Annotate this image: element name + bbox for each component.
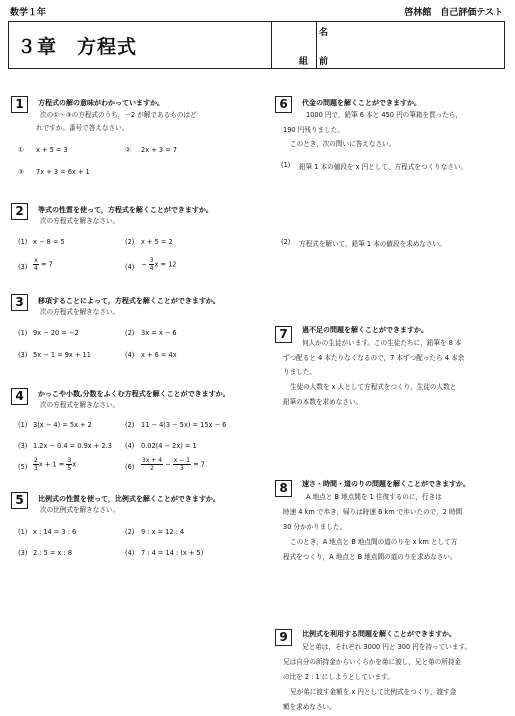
chapter-title: ３章 方程式 (17, 36, 138, 58)
instruction: 次の比例式を解きなさい。 (40, 506, 120, 514)
item-number: (2) (125, 421, 135, 429)
title-box (8, 21, 505, 69)
question-heading: 方程式の解の意味がわかっていますか。 (38, 99, 164, 107)
equation-rest: x = 12 (154, 260, 177, 269)
question-heading: 過不足の問題を解くことができますか。 (302, 326, 428, 334)
equation: 3x = x − 6 (141, 329, 177, 337)
equation: x : 14 = 3 : 6 (33, 528, 77, 536)
equation: 7 : 4 = 14 : (x + 5) (141, 549, 204, 557)
problem-text: 1000 円で，鉛筆 6 本と 450 円の筆箱を買ったら， (306, 111, 463, 119)
question-heading: 代金の問題を解くことができますか。 (302, 99, 421, 107)
question-number: 4 (11, 388, 28, 405)
question-heading: 移項することによって，方程式を解くことができますか。 (38, 297, 220, 305)
item-number: (3) (18, 442, 28, 450)
instruction: 次の方程式を解きなさい。 (40, 401, 120, 409)
fraction-denominator: 3 (179, 465, 184, 472)
item-number: (3) (18, 351, 28, 359)
minus-sign: − (141, 260, 147, 269)
fraction-denominator: 5 (67, 465, 72, 472)
problem-text: 何人かの生徒がいます。この生徒たちに，鉛筆を 8 本 (302, 339, 462, 347)
question-heading: 比例式の性質を使って，比例式を解くことができますか。 (38, 495, 220, 503)
item-number: (2) (281, 238, 291, 246)
problem-text: 鉛筆の本数を求めなさい。 (283, 398, 363, 406)
equation: 2 : 5 = x : 8 (33, 549, 73, 557)
instruction: 次の方程式を解きなさい。 (40, 217, 120, 225)
equation-end: = 7 (193, 460, 205, 469)
problem-text: 兄と弟は，それぞれ 3000 円と 300 円を持っています。 (302, 643, 472, 651)
fraction-numerator: x (34, 257, 38, 264)
question-number: 8 (275, 480, 292, 497)
question-heading: 比例式を利用する問題を解くことができますか。 (302, 630, 456, 638)
equation: x + 6 = 4x (141, 351, 177, 359)
fraction-denominator: 4 (34, 265, 38, 272)
equation: 7x + 3 = 6x + 1 (36, 168, 90, 176)
question-number: 6 (275, 96, 292, 113)
equation: 2x + 3 = 7 (141, 146, 177, 154)
item-number: (1) (18, 238, 28, 246)
fraction-denominator: 2 (150, 465, 154, 472)
fraction-numerator: 2 (34, 457, 38, 464)
fraction-numerator: 3x + 4 (142, 457, 163, 464)
instruction: 次の①～③の方程式のうち，－2 が解であるものはど (40, 111, 197, 119)
equation-middle: x + 1 = (38, 460, 65, 469)
equation: 11 − 4(3 − 5x) = 15x − 6 (141, 421, 227, 429)
item-number: ① (18, 146, 24, 154)
instruction: れですか。番号で答えなさい。 (36, 124, 129, 132)
item-number: (3) (18, 549, 28, 557)
item-number: (5) (18, 463, 28, 471)
equation (33, 457, 76, 472)
equation: x − 8 = 5 (33, 238, 65, 246)
equation: 9 : x = 12 : 4 (141, 528, 185, 536)
item-number: ③ (18, 168, 24, 176)
problem-text: このとき，A 地点と B 地点間の道のりを x km として方 (290, 538, 458, 546)
subject-label: 数学１年 (10, 8, 47, 18)
equation: 0.02(4 − 2x) = 1 (141, 442, 197, 450)
item-number: (2) (125, 329, 135, 337)
problem-text: 兄は自分の所持金からいくらかを弟に渡し，兄と弟の所持金 (283, 658, 462, 666)
item-number: (4) (125, 549, 135, 557)
question-number: 5 (11, 492, 28, 509)
item-number: (1) (281, 161, 291, 169)
divider (316, 22, 317, 68)
item-number: (3) (18, 263, 28, 271)
item-number: ② (125, 146, 131, 154)
fraction-denominator: 4 (149, 265, 154, 272)
problem-text: 兄が弟に渡す金額を x 円として比例式をつくり，渡す金 (290, 688, 457, 696)
divider (271, 22, 272, 68)
item-number: (2) (125, 238, 135, 246)
item-number: (4) (125, 263, 135, 271)
subquestion: 鉛筆 1 本の値段を x 円として，方程式をつくりなさい。 (299, 163, 468, 171)
equation (141, 257, 176, 272)
item-number: (1) (18, 528, 28, 536)
question-number: 3 (11, 294, 28, 311)
equation (33, 257, 53, 272)
item-number: (2) (125, 528, 135, 536)
publisher-label: 啓林館 自己評価テスト (404, 8, 503, 18)
problem-text: ずつ配ると 4 本たりなくなるので，7 本ずつ配ったら 4 本余 (283, 354, 465, 362)
item-number: (1) (18, 421, 28, 429)
name-label-bottom: 前 (319, 57, 329, 67)
equation-rest: = 7 (40, 260, 53, 269)
class-label: 組 (299, 57, 309, 67)
item-number: (6) (125, 463, 135, 471)
problem-text: 程式をつくり，A 地点と B 地点間の道のりを求めなさい。 (283, 553, 457, 561)
problem-text: 190 円残りました。 (283, 126, 344, 134)
question-heading: かっこや小数,分数をふくむ方程式を解くことができますか。 (38, 390, 230, 398)
question-heading: 速さ・時間・道のりの問題を解くことができますか。 (302, 480, 470, 488)
question-number: 1 (11, 96, 28, 113)
problem-text: の比を 2 : 1 にしようとしています。 (283, 673, 394, 681)
item-number: (4) (125, 351, 135, 359)
fraction-denominator: 3 (34, 465, 38, 472)
problem-text: 時速 4 km で歩き，帰りは時速 6 km で歩いたので，2 時間 (283, 508, 463, 516)
problem-text: 生徒の人数を x 人として方程式をつくり，生徒の人数と (290, 383, 457, 391)
problem-text: 30 分かかりました。 (283, 523, 347, 531)
fraction-numerator: x − 1 (173, 457, 190, 464)
item-number: (4) (125, 442, 135, 450)
equation: 5x − 1 = 9x + 11 (33, 351, 91, 359)
equation-end: x (72, 460, 77, 469)
question-number: 9 (275, 629, 292, 646)
name-label-top: 名 (319, 28, 329, 38)
equation (141, 457, 205, 472)
problem-text: このとき，次の問いに答えなさい。 (290, 140, 396, 148)
problem-text: 額を求めなさい。 (283, 703, 336, 711)
equation: 3(x − 4) = 5x + 2 (33, 421, 92, 429)
equation: 1.2x − 0.4 = 0.9x + 2.3 (33, 442, 112, 450)
question-number: 7 (275, 326, 292, 343)
problem-text: りました。 (283, 368, 316, 376)
item-number: (1) (18, 329, 28, 337)
subquestion: 方程式を解いて，鉛筆 1 本の値段を求めなさい。 (299, 240, 446, 248)
instruction: 次の方程式を解きなさい。 (40, 308, 120, 316)
equation: 9x − 20 = −2 (33, 329, 79, 337)
equation: x + 5 = 3 (36, 146, 68, 154)
question-number: 2 (11, 203, 28, 220)
equation-middle: − (165, 460, 171, 469)
equation: x + 5 = 2 (141, 238, 173, 246)
question-heading: 等式の性質を使って，方程式を解くことができますか。 (38, 206, 213, 214)
fraction-numerator: 3 (67, 457, 72, 464)
fraction-numerator: 3 (149, 257, 154, 264)
problem-text: A 地点と B 地点間を 1 往復するのに，行きは (306, 493, 442, 501)
